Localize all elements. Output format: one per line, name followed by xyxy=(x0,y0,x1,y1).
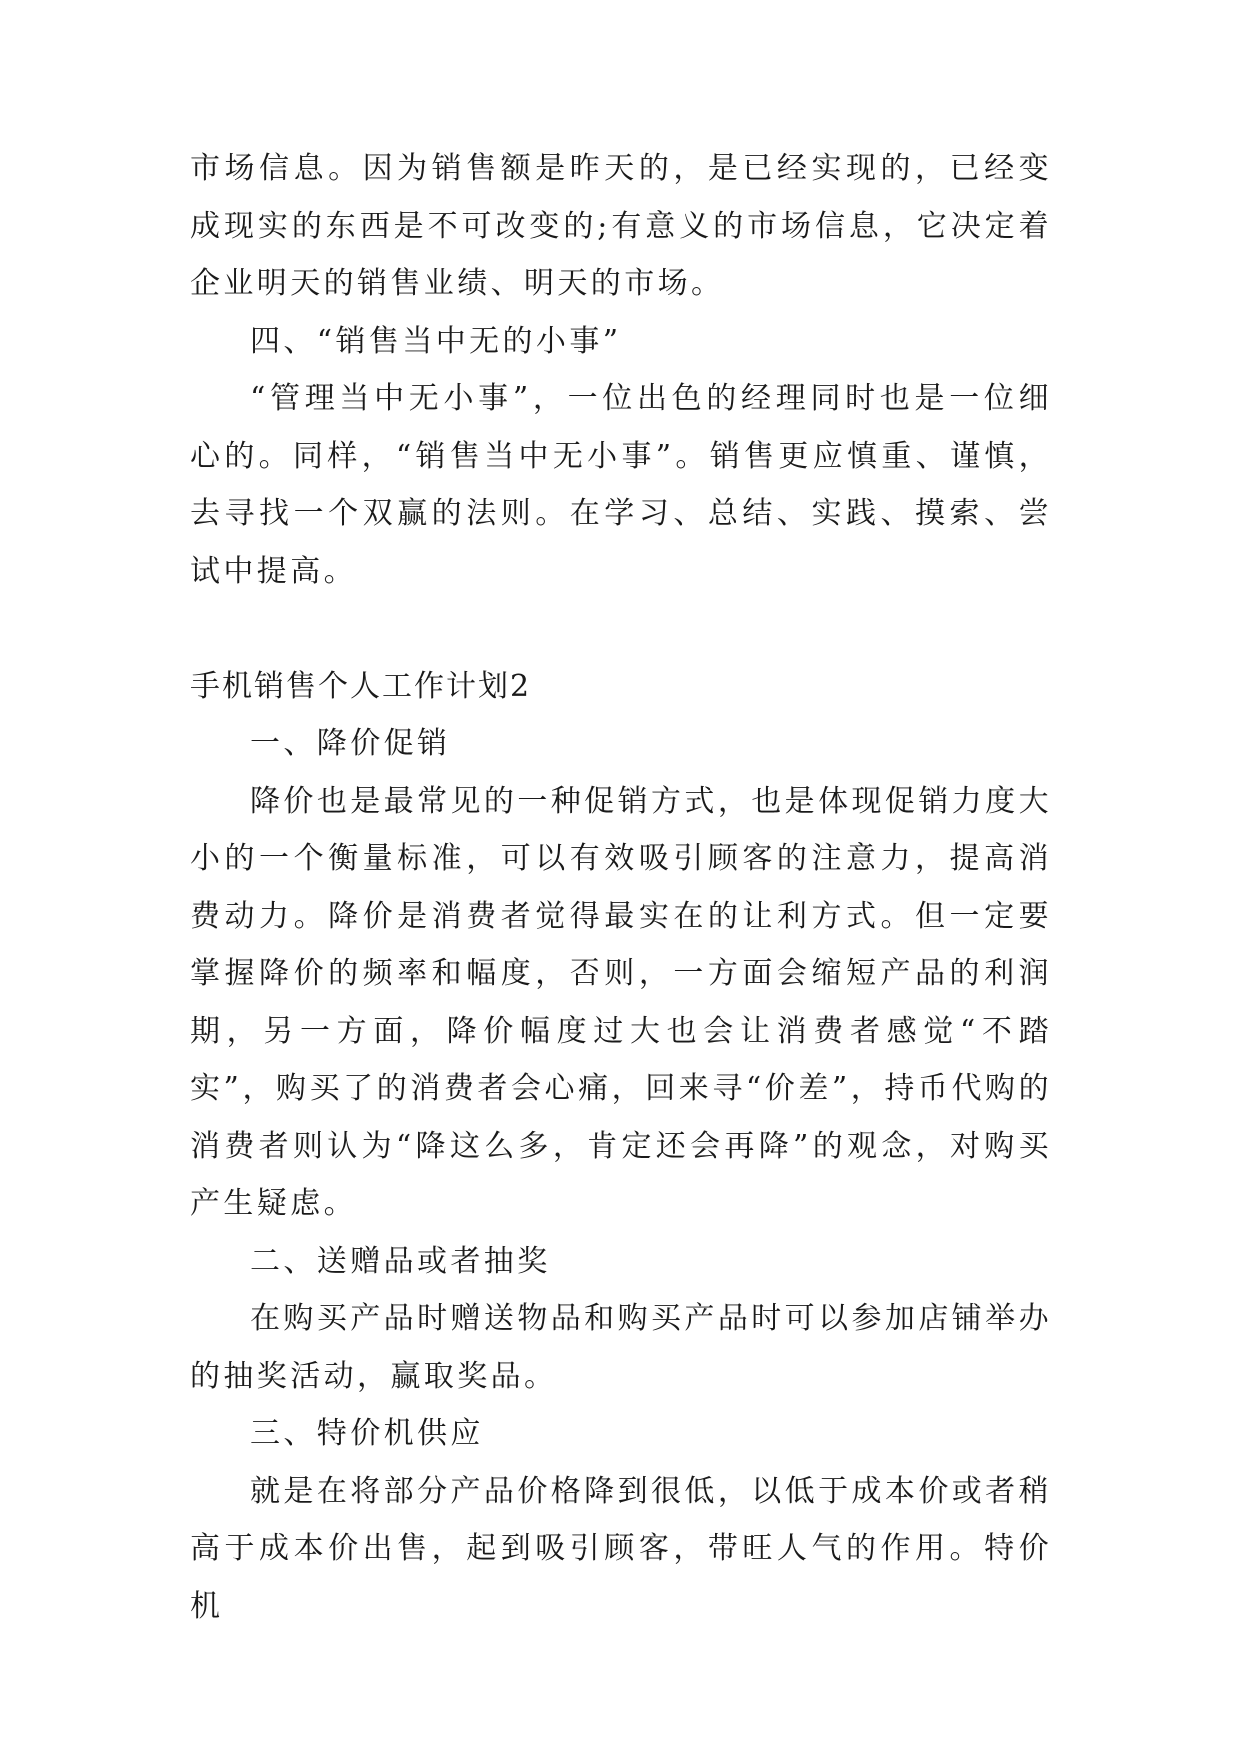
section-title-plan-2: 手机销售个人工作计划2 xyxy=(190,668,532,704)
paragraph-no-small-matters: “管理当中无小事”，一位出色的经理同时也是一位细心的。同样，“销售当中无小事”。销售更应慎重、谨慎，去寻找一个双赢的法则。在学习、总结、实践、摸索、尝试中提高。 xyxy=(190,381,1052,589)
document-body xyxy=(190,140,1052,1635)
heading-price-cut: 一、降价促销 xyxy=(250,726,451,761)
paragraph-market-info: 市场信息。因为销售额是昨天的，是已经实现的，已经变成现实的东西是不可改变的;有意义的市场信息，它决定着企业明天的销售业绩、明天的市场。 xyxy=(190,151,1052,301)
heading-special-price: 三、特价机供应 xyxy=(250,1416,484,1451)
heading-no-small-matters: 四、“销售当中无的小事” xyxy=(250,323,622,359)
heading-gifts-lottery: 二、送赠品或者抽奖 xyxy=(250,1243,551,1279)
paragraph-special-price: 就是在将部分产品价格降到很低，以低于成本价或者稍高于成本价出售，起到吸引顾客，带旺人气的作用。特价机 xyxy=(190,1473,1052,1624)
paragraph-gifts-lottery: 在购买产品时赠送物品和购买产品时可以参加店铺举办的抽奖活动，赢取奖品。 xyxy=(190,1301,1052,1394)
paragraph-price-cut: 降价也是最常见的一种促销方式，也是体现促销力度大小的一个衡量标准，可以有效吸引顾客的注意力，提高消费动力。降价是消费者觉得最实在的让利方式。但一定要掌握降价的频率和幅度，否则，一方面会缩短产品的利润期，另一方面，降价幅度过大也会让消费者感觉“不踏实”，购买了的消费者会心痛，回来寻“价差”，持币代购的消费者则认为“降这么多，肯定还会再降”的观念，对购买产生疑虑。 xyxy=(190,783,1052,1221)
